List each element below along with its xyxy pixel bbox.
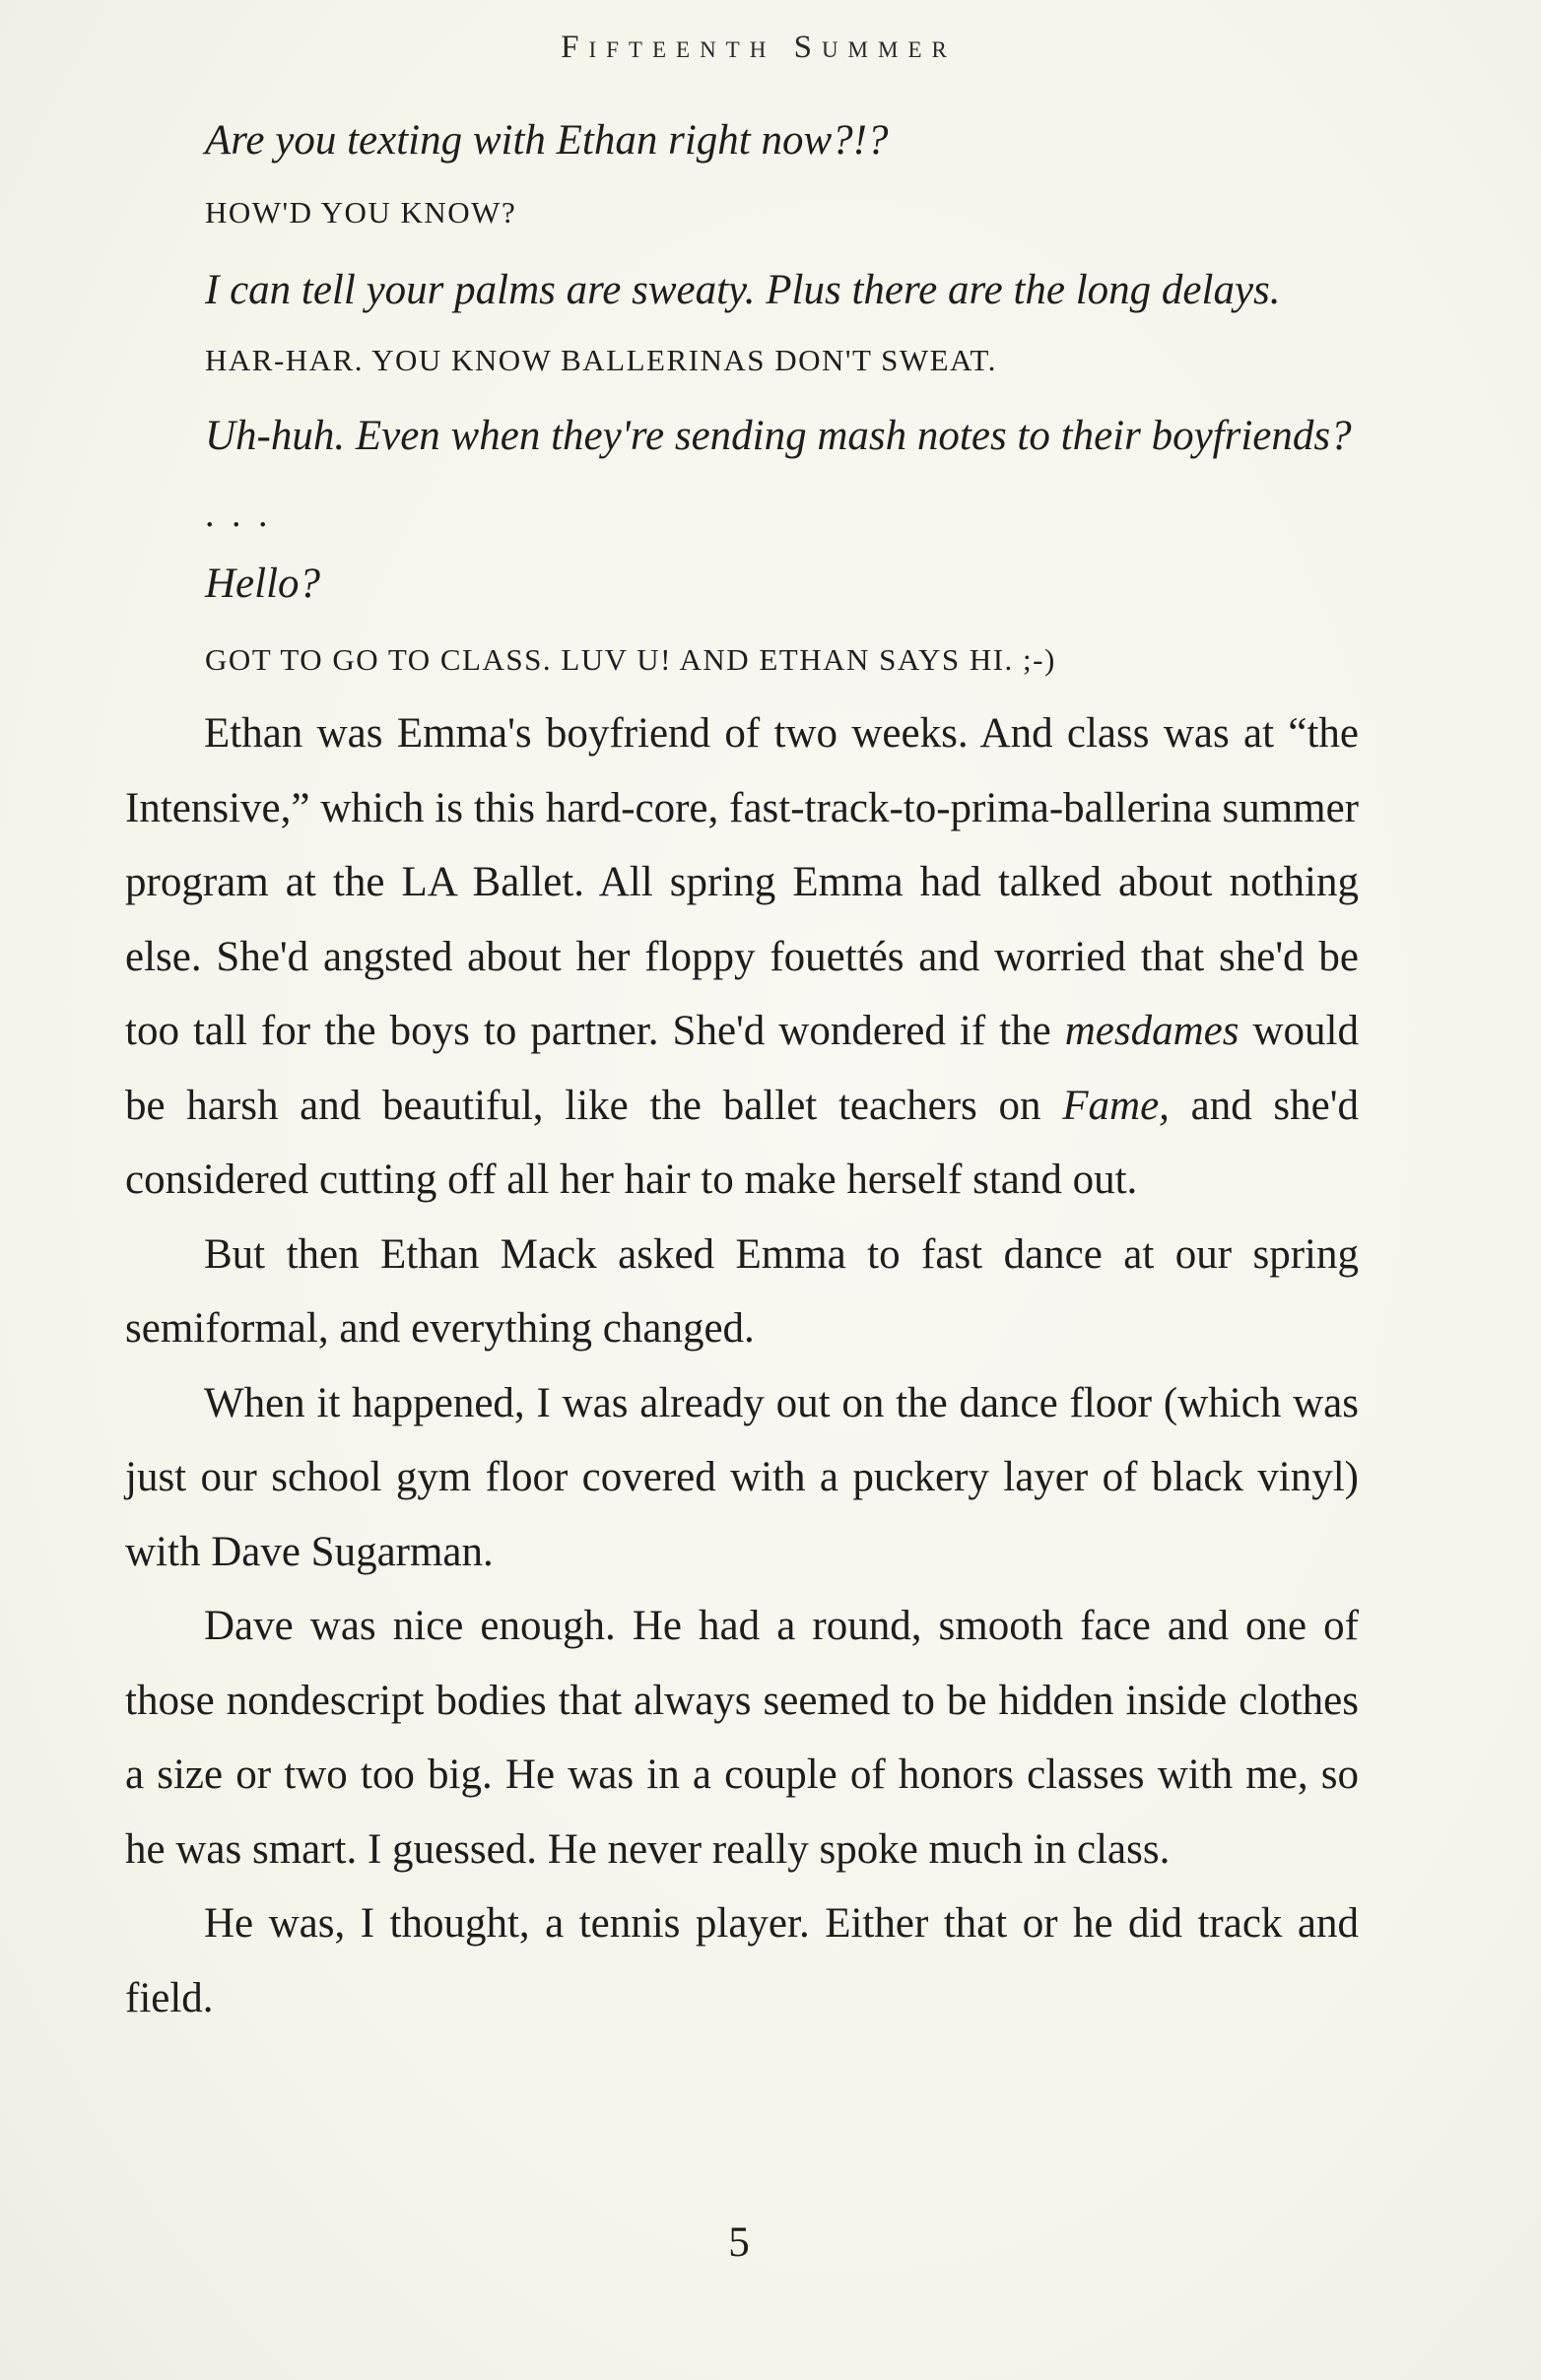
paragraph: He was, I thought, a tennis player. Either that or he did track and field.	[125, 1900, 1359, 2021]
running-head: Fifteenth Summer	[561, 30, 957, 65]
dialogue-line: Are you texting with Ethan right now?!?	[205, 117, 889, 164]
dialogue-line: HAR-HAR. YOU KNOW BALLERINAS DON'T SWEAT.	[205, 343, 997, 377]
page-number: 5	[728, 2219, 750, 2266]
paragraph-text: would be harsh and beautiful, like the ballet teachers on	[125, 1008, 1360, 1129]
paragraph: Dave was nice enough. He had a round, smooth face and one of those nondescript bodies that always seemed to be hidden inside clothes a size or two too big. He was in a couple of honors classes with me, so he was smart. I guessed. He never really spoke much in class.	[125, 1603, 1359, 1873]
paragraph	[125, 696, 1359, 1218]
italic-title: Fame,	[1062, 1082, 1170, 1129]
dialogue-line: GOT TO GO TO CLASS. LUV U! AND ETHAN SAYS HI. ;-)	[205, 642, 1056, 677]
dialogue-line: Uh-huh. Even when they're sending mash notes to their boyfriends?	[205, 413, 1352, 459]
paragraph: When it happened, I was already out on the dance floor (which was just our school gym floor covered with a puckery layer of black vinyl) with Dave Sugarman.	[125, 1379, 1359, 1575]
paragraph-text: Ethan was Emma's boyfriend of two weeks. And class was at “the Intensive,” which is this hard-core, fast-track-to-prima-ballerina summer program at the LA Ballet. All spring Emma had talked about nothing else. She'd angsted about her floppy fouettés and worried that she'd be too tall for the boys to partner. She'd wondered if the	[125, 710, 1359, 1054]
paragraph: But then Ethan Mack asked Emma to fast dance at our spring semiformal, and everything changed.	[125, 1230, 1359, 1352]
body-text	[125, 696, 1359, 2035]
italic-term: mesdames	[1064, 1008, 1240, 1054]
dialogue-line: Hello?	[205, 561, 321, 607]
dialogue-ellipsis: . . .	[205, 494, 272, 535]
paragraph-text: and she'd considered cutting off all her hair to make herself stand out.	[125, 1082, 1359, 1203]
dialogue-line: HOW'D YOU KNOW?	[205, 195, 517, 230]
dialogue-line: I can tell your palms are sweaty. Plus there are the long delays.	[205, 267, 1281, 313]
